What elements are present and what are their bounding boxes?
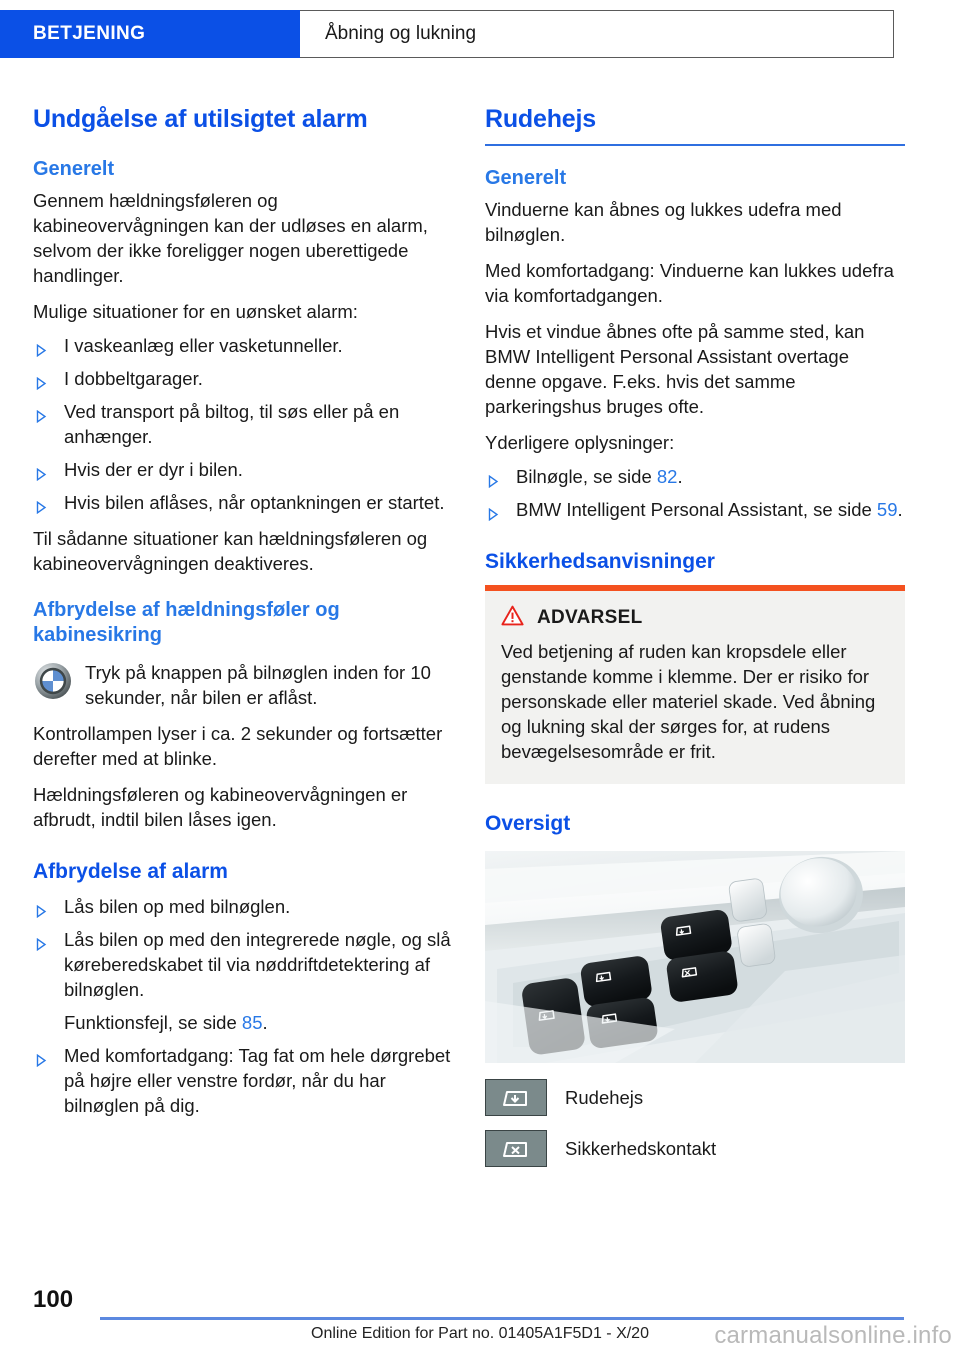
paragraph-general-2: Mulige situationer for en uønsket alarm: [33, 301, 358, 322]
door-panel-photo [485, 851, 905, 1063]
list-alarm-off [33, 894, 453, 1118]
list-item-label: I dobbeltgarager. [64, 368, 203, 389]
bmw-key-note [33, 660, 453, 710]
page-title-right: Rudehejs [485, 105, 596, 133]
left-column [33, 104, 453, 1118]
triangle-bullet-icon [488, 469, 499, 494]
list-item [485, 464, 905, 489]
safety-switch-icon [485, 1130, 547, 1167]
legend-list [485, 1079, 905, 1167]
page-title-left: Undgåelse af utilsigtet alarm [33, 105, 368, 133]
list-item-label: Med komfortadgang: Tag fat om hele dørgrebet på højre eller venstre fordør, når du har bilnøglen på dig. [64, 1045, 451, 1116]
triangle-bullet-icon [36, 404, 47, 429]
triangle-bullet-icon [36, 495, 47, 520]
triangle-bullet-icon [488, 502, 499, 527]
warning-box [485, 585, 905, 784]
right-column [485, 104, 905, 1167]
note-prefix: Funktionsfejl, se side [64, 1012, 242, 1033]
triangle-bullet-icon [36, 899, 47, 924]
list-item [33, 457, 453, 482]
heading-overview: Oversigt [485, 812, 571, 835]
list-item-label: Lås bilen op med bilnøglen. [64, 896, 291, 917]
paragraph-general-3: Til sådanne situationer kan hældningsføleren og kabineovervågningen deaktiveres. [33, 528, 428, 574]
legend-label: Sikkerhedskontakt [565, 1137, 717, 1159]
reference-prefix: BMW Intelligent Personal Assistant, se side [516, 499, 877, 520]
legend-label: Rudehejs [565, 1086, 644, 1108]
legend-row-rudehejs [485, 1079, 905, 1116]
list-item [33, 399, 453, 449]
note-suffix: . [262, 1012, 268, 1033]
triangle-bullet-icon [36, 1048, 47, 1073]
list-item-label: Hvis der er dyr i bilen. [64, 459, 243, 480]
paragraph-general-1: Gennem hældningsføleren og kabineovervågningen kan der udløses en alarm, selvom der ikke foreligger nogen uberettigede handlinger. [33, 190, 428, 286]
reference-prefix: Bilnøgle, se side [516, 466, 657, 487]
list-item [485, 497, 905, 522]
warning-header [501, 605, 889, 631]
header-section-tab [0, 10, 300, 58]
paragraph-right-2: Med komfortadgang: Vinduerne kan lukkes udefra via komfortadgangen. [485, 260, 894, 306]
triangle-bullet-icon [36, 371, 47, 396]
list-situations [33, 333, 453, 515]
page-footer [0, 1272, 960, 1362]
warning-triangle-icon [501, 605, 524, 631]
warning-label: ADVARSEL [537, 607, 643, 628]
title-divider [485, 144, 905, 146]
list-item-label: Hvis bilen aflåses, når optankningen er startet. [64, 492, 445, 513]
page-header [0, 10, 960, 58]
key-note-text: Tryk på knappen på bilnøglen inden for 10 sekunder, når bilen er aflåst. [85, 662, 431, 708]
page-reference[interactable]: 82 [656, 466, 678, 487]
footer-divider [100, 1317, 904, 1320]
breadcrumb [300, 10, 894, 58]
paragraph-right-4: Yderligere oplysninger: [485, 432, 675, 453]
heading-generelt-left: Generelt [33, 158, 115, 180]
bmw-roundel-icon [34, 662, 72, 705]
list-references [485, 464, 905, 522]
heading-alarm-off: Afbrydelse af alarm [33, 860, 228, 883]
breadcrumb-label: Åbning og lukning [325, 23, 477, 44]
reference-suffix: . [897, 499, 903, 520]
list-item-label: Lås bilen op med den integrerede nøgle, og slå køreberedskabet til via nøddriftdetektering af bilnøglen. [64, 929, 451, 1000]
page-number: 100 [33, 1286, 74, 1313]
list-item [33, 490, 453, 515]
legend-row-sikkerhedskontakt [485, 1130, 905, 1167]
list-item [33, 927, 453, 1035]
paragraph-right-3: Hvis et vindue åbnes ofte på samme sted, kan BMW Intelligent Personal Assistant overtage denne opgave. F.eks. hvis det samme parkeringshus bruges ofte. [485, 321, 865, 417]
paragraph-right-1: Vinduerne kan åbnes og lukkes udefra med bilnøglen. [485, 199, 842, 245]
triangle-bullet-icon [36, 462, 47, 487]
watermark: carmanualsonline.info [714, 1322, 952, 1349]
list-item-note [64, 1010, 453, 1035]
heading-deactivate: Afbrydelse af hældningsføler og kabinesikring [33, 599, 340, 646]
page-reference[interactable]: 85 [241, 1012, 263, 1033]
list-item-label: I vaskeanlæg eller vasketunneller. [64, 335, 343, 356]
paragraph-deactivate-1: Kontrollampen lyser i ca. 2 sekunder og fortsætter derefter med at blinke. [33, 723, 443, 769]
triangle-bullet-icon [36, 338, 47, 363]
list-item [33, 333, 453, 358]
reference-suffix: . [677, 466, 683, 487]
heading-safety: Sikkerhedsanvisninger [485, 550, 715, 573]
heading-generelt-right: Generelt [485, 167, 567, 189]
warning-text: Ved betjening af ruden kan kropsdele eller genstande komme i klemme. Der er risiko for personskade eller materiel skade. Ved åbning og lukning skal der sørges for, at rudens bevægelsesområde er frit. [501, 641, 876, 762]
triangle-bullet-icon [36, 932, 47, 957]
paragraph-deactivate-2: Hældningsføleren og kabineovervågningen er afbrudt, indtil bilen låses igen. [33, 784, 408, 830]
header-section-label: BETJENING [33, 23, 146, 44]
edition-text: Online Edition for Part no. 01405A1F5D1 - X/20 [311, 1325, 649, 1342]
list-item [33, 1043, 453, 1118]
list-item-label: Ved transport på biltog, til søs eller på en anhænger. [64, 401, 400, 447]
list-item [33, 366, 453, 391]
list-item [33, 894, 453, 919]
window-lift-icon [485, 1079, 547, 1116]
page-reference[interactable]: 59 [876, 499, 898, 520]
